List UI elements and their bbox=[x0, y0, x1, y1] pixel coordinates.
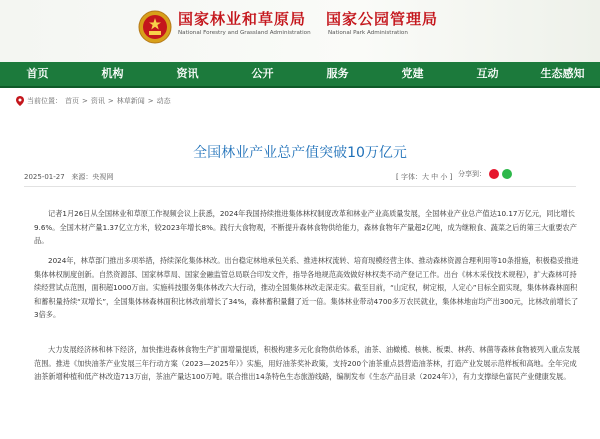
nav-item-ecology[interactable]: 生态感知 bbox=[540, 67, 585, 80]
article-date: 2025-01-27 bbox=[24, 173, 65, 181]
breadcrumb-forestry-news[interactable]: 林草新闻 bbox=[116, 97, 145, 105]
breadcrumb-home[interactable]: 首页 bbox=[65, 97, 79, 105]
font-size-control[interactable]: [ 字体：大 中 小 ] bbox=[396, 173, 453, 181]
breadcrumb-separator: > bbox=[147, 97, 154, 105]
article-meta bbox=[24, 172, 113, 182]
site-header bbox=[0, 0, 600, 62]
breadcrumb-separator: > bbox=[107, 97, 114, 105]
breadcrumb-separator: > bbox=[82, 97, 88, 105]
location-pin-icon bbox=[16, 96, 24, 106]
wechat-icon[interactable] bbox=[502, 169, 512, 179]
nav-item-service[interactable]: 服务 bbox=[326, 67, 349, 80]
nav-item-home[interactable]: 首页 bbox=[26, 67, 49, 80]
main-nav bbox=[0, 62, 600, 88]
article-source: 来源：央视网 bbox=[71, 173, 114, 181]
national-emblem-icon bbox=[138, 10, 172, 44]
nav-item-interaction[interactable]: 互动 bbox=[476, 67, 499, 80]
org-name-forestry[interactable]: 国家林业和草原局 bbox=[178, 10, 307, 28]
weibo-icon[interactable] bbox=[489, 169, 499, 179]
org-name-forestry-en: National Forestry and Grassland Administration bbox=[178, 30, 311, 36]
nav-item-news[interactable]: 资讯 bbox=[176, 67, 199, 80]
share-bar bbox=[458, 169, 512, 179]
nav-item-party[interactable]: 党建 bbox=[401, 67, 424, 80]
breadcrumb bbox=[16, 96, 171, 106]
share-label: 分享到： bbox=[458, 170, 486, 178]
breadcrumb-prefix: 当前位置： bbox=[27, 97, 62, 105]
article-title: 全国林业产业总产值突破10万亿元 bbox=[193, 145, 407, 161]
breadcrumb-news[interactable]: 资讯 bbox=[90, 97, 105, 105]
org-name-parks[interactable]: 国家公园管理局 bbox=[326, 10, 439, 28]
nav-item-public[interactable]: 公开 bbox=[251, 67, 274, 80]
nav-item-organization[interactable]: 机构 bbox=[101, 67, 124, 80]
org-name-parks-en: National Park Administration bbox=[328, 30, 408, 36]
article-paragraph: 2024年，林草部门推出多项举措，持续深化集体林改。出台稳定林地承包关系、推进林权流转、培育现模经营主体、推动森林资源合理利用等10条措施，积极稳妥推进集体林权制度创新。自然资源部、国家林草局、国家金融监管总局联合印发文件，指导各地规范高效做好林权类不动产登记工作。出台《林木采伐技术规程》，扩大森林可持续经营试点范围，面积超1000万亩。实施科技服务集体林改六大行动，推动全国集体林改走深走实。截至目前，“山定权，树定根，人定心”目标全面实现，集体林森林面积和蓄积量持续“双增长”，全国集体林森林面积比林改前增长了34%，森林蓄积量翻了近一倍。集体林业带动4700多万农民就业，集体林地亩均产出300元，比林改前增长了3倍多。 bbox=[34, 256, 579, 320]
article-paragraph: 记者1月26日从全国林业和草原工作视频会议上获悉，2024年我国持续推进集体林权制度改革和林业产业高质量发展，全国林业产业总产值达10.17万亿元，同比增长9.6%。全国木材产量1.37亿立方米，较2023年增长8%。践行大食物观，不断提升森林食物供给能力，森林食物年产量超2亿吨，成为继粮食、蔬菜之后的第三大重要农产品。 bbox=[34, 209, 577, 246]
divider bbox=[24, 186, 576, 187]
article-paragraph: 大力发展经济林和林下经济，加快推进森林食物生产扩面增量提质，积极构建多元化食物供给体系，油茶、油橄榄、核桃、板栗、林药、林菌等森林食物被列入重点发展范围。推进《加快油茶产业发展三年行动方案（2023—2025年）》实施，用好油茶奖补政策，支持200个油茶重点县营造油茶林，打造产业发展示范样板和高地。全年完成油茶新增种植和低产林改造713万亩，茶油产量达100万吨。联合推出14条特色生态旅游线路，编制发布《生态产品目录（2024年）》，有力支撑绿色富民产业健康发展。 bbox=[34, 345, 580, 382]
breadcrumb-updates[interactable]: 动态 bbox=[156, 97, 171, 105]
